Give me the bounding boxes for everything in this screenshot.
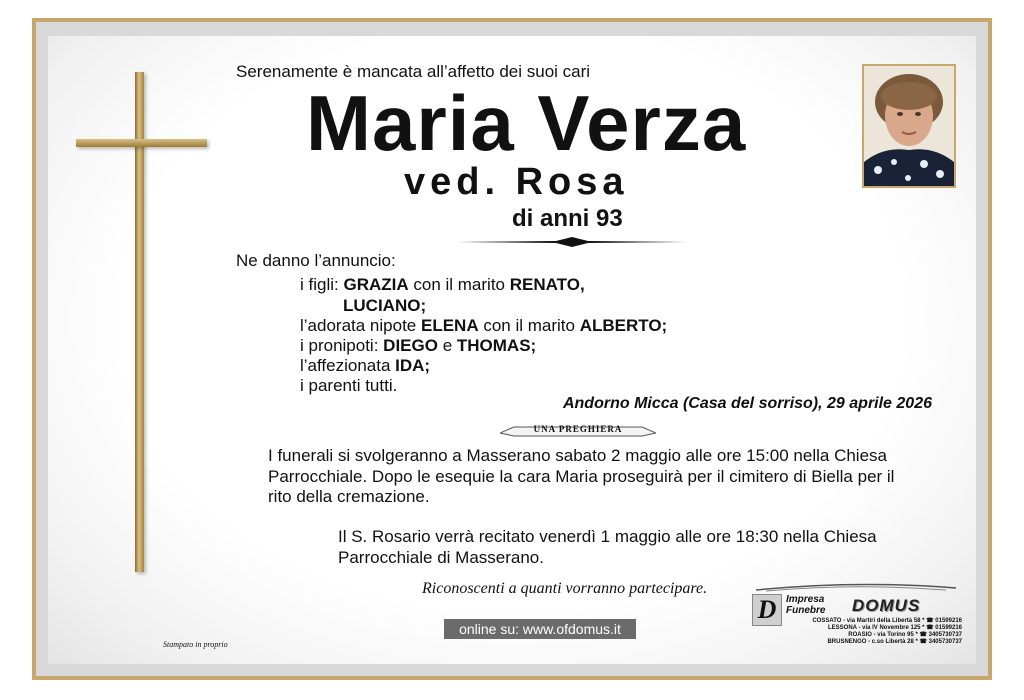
- logo-brand: DOMUS: [852, 596, 921, 615]
- logo-impresa: Impresa Funebre: [786, 594, 826, 616]
- logo-letter: D: [752, 594, 782, 626]
- location-line: LESSONA - via IV Novembre 125 * ☎ 01599216: [828, 625, 962, 631]
- announcement-heading: Ne danno l’annuncio:: [236, 251, 396, 270]
- family-line: i figli: GRAZIA con il marito RENATO,: [300, 275, 585, 294]
- ornament-divider: [456, 236, 688, 248]
- online-link[interactable]: online su: www.ofdomus.it: [444, 619, 636, 639]
- thanks-text: Riconoscenti a quanti vorranno partecipare.: [422, 580, 708, 597]
- cross-icon: [135, 72, 144, 572]
- family-line: l’adorata nipote ELENA con il marito ALBERTO;: [300, 316, 668, 335]
- deceased-age: di anni 93: [512, 205, 623, 232]
- location-line: COSSATO - via Martiri della Libertà 58 * ☎ 01599216: [812, 618, 962, 624]
- family-line: i parenti tutti.: [300, 376, 398, 395]
- location-line: BRUSNENGO - c.so Libertà 28 * ☎ 3405730737: [827, 639, 962, 645]
- funeral-details: I funerali si svolgeranno a Masserano sabato 2 maggio alle ore 15:00 nella Chiesa Parrocchiale. Dopo le esequie la cara Maria proseguirà per il cimitero di Biella per il rito della cremazione.: [268, 446, 895, 506]
- cross-bar: [76, 139, 207, 147]
- prayer-ribbon: [500, 423, 656, 439]
- deceased-name: Maria Verza: [306, 79, 747, 167]
- portrait-image: [864, 66, 954, 186]
- funeral-home-locations: [786, 618, 962, 646]
- funeral-home-logo: [752, 578, 962, 648]
- family-line: l’affezionata IDA;: [300, 356, 431, 375]
- family-line: LUCIANO;: [343, 296, 427, 315]
- swoosh-decoration: [756, 582, 956, 592]
- deceased-photo: [862, 64, 956, 188]
- rosary-details: Il S. Rosario verrà recitato venerdì 1 maggio alle ore 18:30 nella Chiesa Parrocchiale di Masserano.: [338, 527, 877, 567]
- intro-text: Serenamente è mancata all’affetto dei suoi cari: [236, 62, 591, 81]
- place-date: Andorno Micca (Casa del sorriso), 29 aprile 2026: [562, 395, 932, 412]
- ribbon-label: UNA PREGHIERA: [533, 424, 623, 434]
- family-line: i pronipoti: DIEGO e THOMAS;: [300, 336, 537, 355]
- stamp-note: Stampato in proprio: [163, 640, 228, 649]
- location-line: ROASIO - via Torino 95 * ☎ 3405730737: [848, 632, 962, 638]
- widow-of: ved. Rosa: [404, 161, 629, 203]
